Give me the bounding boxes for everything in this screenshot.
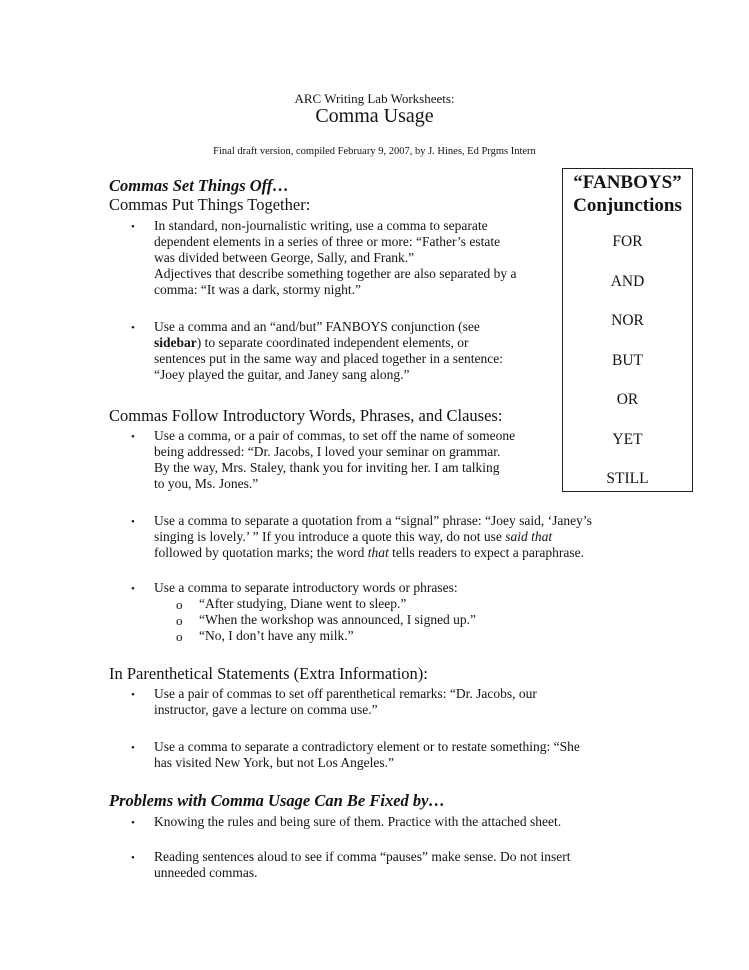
text-line: Use a comma, or a pair of commas, to set off the name of someone [154,428,516,443]
text-line [154,529,592,545]
text-line: being addressed: “Dr. Jacobs, I loved your seminar on grammar. [154,444,501,459]
sub-bullet-marker: o [176,629,183,644]
sidebar-item-or: OR [616,391,639,408]
sub-bullet-marker: o [176,597,183,612]
sidebar-item-for: FOR [612,233,643,250]
sub-item: “When the workshop was announced, I signed up.” [199,612,477,627]
intro-bullet-1 [154,428,515,492]
intro-bullet-2 [154,513,592,561]
text-line: was divided between George, Sally, and Frank.” [154,250,415,265]
heading-problems: Problems with Comma Usage Can Be Fixed by… [109,791,445,810]
header-kicker: ARC Writing Lab Worksheets: [294,91,455,106]
text-span: tells readers to expect a paraphrase. [388,545,585,560]
bullet-point: • [131,516,135,528]
text-line [154,545,592,561]
italic-term: said that [505,529,553,544]
text-line: unneeded commas. [154,865,258,880]
sidebar-item-still: STILL [606,470,649,487]
text-span: ) to separate coordinated independent elements, or [196,335,469,350]
problems-bullet-2 [154,849,571,881]
bullet-point: • [131,221,135,233]
bullet-point: • [131,583,135,595]
heading-parenthetical: In Parenthetical Statements (Extra Information): [109,664,428,683]
sub-item: “After studying, Diane went to sleep.” [199,596,407,611]
fanboys-sidebar [562,168,693,492]
sidebar-title [563,171,692,217]
text-line: Use a pair of commas to set off parenthetical remarks: “Dr. Jacobs, our [154,686,537,701]
text-line: In standard, non-journalistic writing, use a comma to separate [154,218,488,233]
sidebar-item-nor: NOR [611,312,644,329]
bullet-point: • [131,689,135,701]
heading-introductory: Commas Follow Introductory Words, Phrases, and Clauses: [109,406,503,425]
italic-term: that [367,545,389,560]
bullet-point: • [131,431,135,443]
sidebar-reference: sidebar [154,335,197,350]
text-span: singing is lovely.’ ” If you introduce a quote this way, do not use [154,529,506,544]
sub-bullet-marker: o [176,613,183,628]
text-line: “Joey played the guitar, and Janey sang along.” [154,367,410,382]
paren-bullet-1 [154,686,537,718]
intro-bullet-3: Use a comma to separate introductory words or phrases: [154,580,458,595]
text-line: has visited New York, but not Los Angeles.” [154,755,394,770]
text-line: Use a comma to separate a contradictory element or to restate something: “She [154,739,580,754]
text-line: sentences put in the same way and placed together in a sentence: [154,351,503,366]
bullet-point: • [131,322,135,334]
paren-bullet-2 [154,739,580,771]
sub-item: “No, I don’t have any milk.” [199,628,354,643]
text-line: Reading sentences aloud to see if comma “pauses” make sense. Do not insert [154,849,571,864]
text-line: Use a comma to separate a quotation from a “signal” phrase: “Joey said, ‘Janey’s [154,513,592,528]
text-line: dependent elements in a series of three or more: “Father’s estate [154,234,501,249]
bullet-point: • [131,817,135,829]
sidebar-item-and: AND [610,273,645,290]
heading-set-things-off: Commas Set Things Off… [109,176,289,195]
text-line: to you, Ms. Jones.” [154,476,259,491]
text-line [154,335,503,351]
problems-bullet-1: Knowing the rules and being sure of them. Practice with the attached sheet. [154,814,562,829]
text-line: Use a comma and an “and/but” FANBOYS conjunction (see [154,319,480,334]
together-bullet-2 [154,319,503,383]
text-line: instructor, gave a lecture on comma use.” [154,702,378,717]
heading-put-together: Commas Put Things Together: [109,195,311,214]
page-title: Comma Usage [315,105,434,127]
text-span: followed by quotation marks; the word [154,545,368,560]
sidebar-title-line2: Conjunctions [573,195,682,216]
together-bullet-1 [154,218,517,298]
header-credit: Final draft version, compiled February 9, 2007, by J. Hines, Ed Prgms Intern [213,146,536,157]
text-line: comma: “It was a dark, stormy night.” [154,282,361,297]
bullet-point: • [131,852,135,864]
sidebar-item-yet: YET [612,431,643,448]
sidebar-item-but: BUT [612,352,643,369]
bullet-point: • [131,742,135,754]
text-line: Adjectives that describe something together are also separated by a [154,266,517,281]
text-line: By the way, Mrs. Staley, thank you for inviting her. I am talking [154,460,500,475]
sidebar-title-line1: “FANBOYS” [573,172,682,193]
